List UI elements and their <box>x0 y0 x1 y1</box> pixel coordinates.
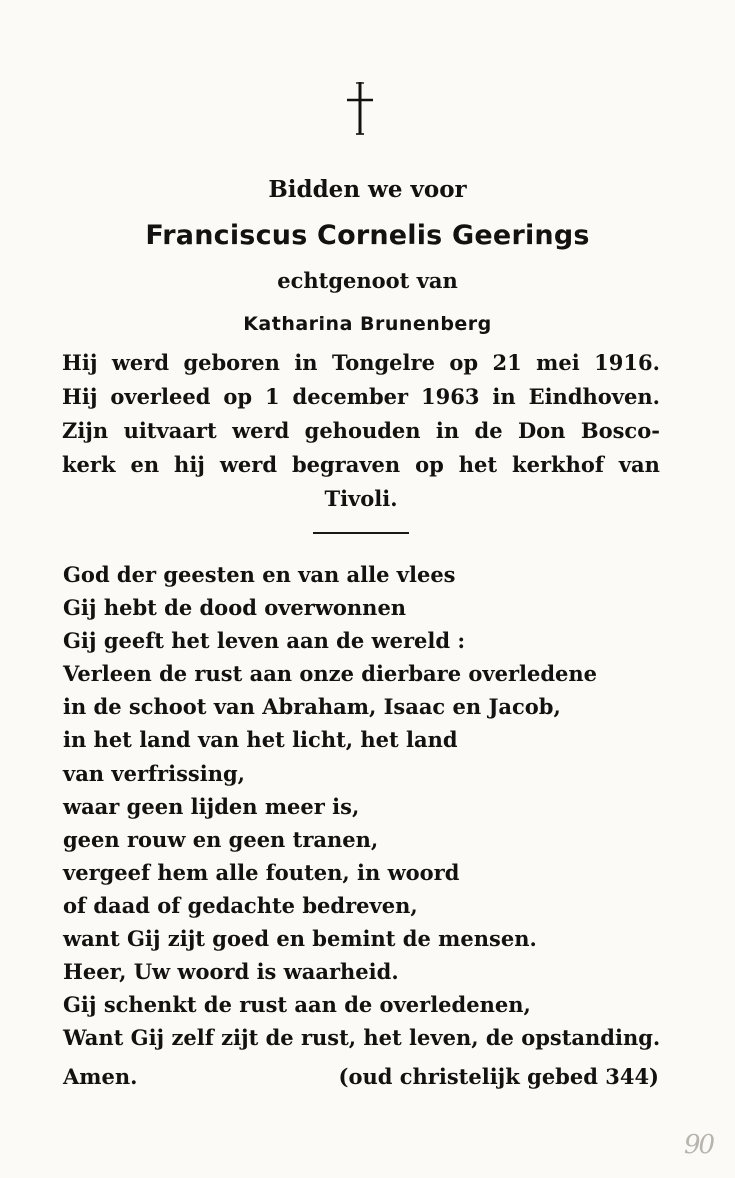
deceased-name: Franciscus Cornelis Geerings <box>145 220 590 251</box>
bio-word: Hij <box>62 350 98 375</box>
bio-line <box>62 346 660 380</box>
bio-word: hij <box>174 452 205 477</box>
prayer-line: Verleen de rust aan onze dierbare overledene <box>63 661 598 687</box>
bio-word: het <box>458 452 498 477</box>
prayer-line: Want Gij zelf zijt de rust, het leven, de opstanding. <box>63 1025 661 1051</box>
prayer-line: want Gij zijt goed en bemint de mensen. <box>63 926 537 952</box>
prayer-line: of daad of gedachte bedreven, <box>63 892 418 918</box>
bio-word: overleed <box>110 384 211 409</box>
prayer-line: in het land van het licht, het land <box>63 727 458 753</box>
cross-icon <box>340 80 380 136</box>
bio-word: Bosco- <box>580 418 660 443</box>
spouse-intro-line: echtgenoot van <box>277 268 458 293</box>
prayer-line: van verfrissing, <box>63 760 245 786</box>
intro-line: Bidden we voor <box>268 176 467 203</box>
bio-word: 1 <box>264 384 280 409</box>
bio-word: gehouden <box>304 418 421 443</box>
prayer-line: geen rouw en geen tranen, <box>63 826 379 852</box>
bio-word: in <box>435 418 460 443</box>
bio-line <box>62 380 660 414</box>
bio-word: Zijn <box>62 418 109 443</box>
bio-word: december <box>292 384 409 409</box>
bio-word: 1963 <box>421 384 480 409</box>
bio-word: op <box>223 384 253 409</box>
bio-word: Tongelre <box>331 350 435 375</box>
bio-word: Don <box>517 418 566 443</box>
prayer-line: waar geen lijden meer is, <box>63 793 360 819</box>
handwritten-note: 90 <box>684 1130 714 1160</box>
amen-text: Amen. <box>63 1064 138 1089</box>
bio-word: kerkhof <box>512 452 604 477</box>
bio-word: Hij <box>62 384 98 409</box>
bio-word: werd <box>219 452 278 477</box>
bio-word: mei <box>536 350 580 375</box>
prayer-line: Gij schenkt de rust aan de overledenen, <box>63 992 531 1018</box>
bio-word: 1916. <box>594 350 660 375</box>
spouse-name: Katharina Brunenberg <box>243 313 492 335</box>
prayer-text <box>63 558 663 1054</box>
prayer-source: (oud christelijk gebed 344) <box>338 1064 659 1089</box>
bio-word: werd <box>232 418 290 443</box>
bio-word: in <box>294 350 318 375</box>
bio-line <box>62 414 660 448</box>
bio-word: van <box>618 452 660 477</box>
bio-word: op <box>415 452 444 477</box>
bio-word: werd <box>111 350 170 375</box>
prayer-line: vergeef hem alle fouten, in woord <box>63 859 460 885</box>
bio-word: kerk <box>62 452 116 477</box>
bio-word: Eindhoven. <box>528 384 660 409</box>
prayer-line: Gij geeft het leven aan de wereld : <box>63 628 466 654</box>
prayer-line: Heer, Uw woord is waarheid. <box>63 959 399 985</box>
card-footer <box>63 1064 659 1089</box>
bio-word: uitvaart <box>123 418 217 443</box>
prayer-line: God der geesten en van alle vlees <box>63 562 456 587</box>
bio-line: Tivoli. <box>324 486 398 511</box>
bio-word: de <box>474 418 503 443</box>
prayer-line: Gij hebt de dood overwonnen <box>63 595 407 621</box>
bio-line <box>62 448 660 482</box>
bio-word: op <box>449 350 479 375</box>
bio-word: en <box>130 452 160 477</box>
divider-rule <box>313 532 409 534</box>
bio-word: in <box>492 384 516 409</box>
bio-word: 21 <box>492 350 522 375</box>
prayer-line: in de schoot van Abraham, Isaac en Jacob, <box>63 694 561 720</box>
bio-word: begraven <box>291 452 401 477</box>
bio-word: geboren <box>183 350 280 375</box>
biography <box>62 346 660 516</box>
